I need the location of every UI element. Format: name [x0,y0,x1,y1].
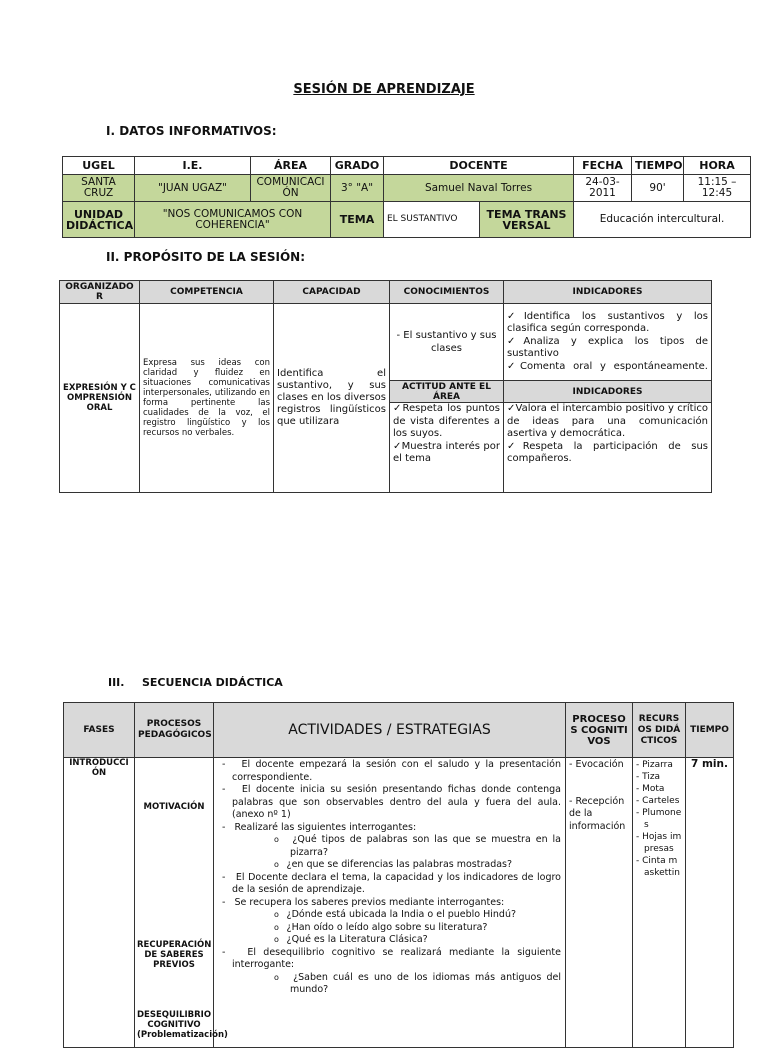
actitud-label: ACTITUD ANTE EL ÁREA [390,381,504,403]
capacidad-value: Identifica el sustantivo, y sus clases en los diversos registros lingüísticos que utilizara [274,304,390,493]
recurso-item: - Mota [636,784,665,794]
recurso-item: - Tiza [636,772,661,782]
actitudes-cell [390,403,504,493]
header-competencia: COMPETENCIA [140,281,274,304]
hora-value: 11:15 – 12:45 [684,175,751,202]
header-recursos: RECURSOS DIDÁCTICOS [633,703,686,758]
tema-value: EL SUSTANTIVO [384,202,480,238]
cognitivos-cell [566,758,633,1048]
indicadores-1-cell [504,304,712,381]
actividad-item: - El docente inicia su sesión presentando fichas donde contenga palabras que son observables dentro del aula y fuera del aula.(anexo nº 1) [222,784,561,820]
header-grado: GRADO [331,157,384,175]
header-docente: DOCENTE [384,157,574,175]
ie-value: "JUAN UGAZ" [135,175,251,202]
fase-introduccion: INTRODUCCIÓN [64,758,135,1048]
header-actividades: ACTIVIDADES / ESTRATEGIAS [214,703,566,758]
header-procesos: PROCESOS PEDAGÓGICOS [135,703,214,758]
actividad-item: - El desequilibrio cognitivo se realizará mediante la siguiente interrogante: [222,946,561,970]
indicador-actitud-1: ✓ Valora el intercambio positivo y crítico de ideas para una comunicación asertiva y democrática. [507,403,708,441]
conocimientos-value: - El sustantivo y sus clases [396,330,497,354]
proceso-motivacion: MOTIVACIÓN [143,802,205,812]
actividad-item: - Se recupera los saberes previos mediante interrogantes: [222,896,505,908]
header-area: ÁREA [251,157,331,175]
actividad-item: - Realizaré las siguientes interrogantes: [222,821,417,833]
proposito-table [59,280,712,493]
actividad-pregunta: o ¿Qué tipos de palabras son las que se muestra en la pizarra? [218,834,561,859]
actitud-1: ✓ Respeta los puntos de vista diferentes a los suyos. [393,403,500,441]
actividad-pregunta: o ¿Saben cuál es uno de los idiomas más antiguos del mundo? [218,972,561,997]
section-secuencia-number: III. [108,676,125,689]
tema-transversal-label: TEMA TRANSVERSAL [480,202,574,238]
tema-label: TEMA [331,202,384,238]
recurso-item: - Pizarra [636,760,673,770]
procesos-cell [135,758,228,1048]
header-tiempo: TIEMPO [686,703,734,758]
organizador-value: EXPRESIÓN Y COMPRENSIÓN ORAL [60,304,140,493]
header-tiempo: TIEMPO [632,157,684,175]
header-fecha: FECHA [574,157,632,175]
actividad-item: - El Docente declara el tema, la capacidad y los indicadores de logro de la sesión de aprendizaje. [222,871,561,895]
actividad-pregunta: o ¿Dónde está ubicada la India o el pueblo Hindú? [218,909,561,922]
cognitivo-recepcion: - Recepción de la información [569,795,626,832]
actividades-cell [214,758,566,1048]
actividad-item: - El docente empezará la sesión con el saludo y la presentación correspondiente. [222,759,561,783]
section-proposito-title: II. PROPÓSITO DE LA SESIÓN: [106,250,306,264]
header-fases: FASES [64,703,135,758]
recurso-item: - Hojas impresas [636,832,682,854]
header-conocimientos: CONOCIMIENTOS [390,281,504,304]
ugel-value: SANTA CRUZ [63,175,135,202]
header-capacidad: CAPACIDAD [274,281,390,304]
unidad-value: "NOS COMUNICAMOS CON COHERENCIA" [135,202,331,238]
proceso-recuperacion: RECUPERACIÓN DE SABERES PREVIOS [137,940,212,970]
proceso-desequilibrio-label: DESEQUILIBRIO COGNITIVO [137,1010,212,1030]
area-value: COMUNICACIÓN [251,175,331,202]
tiempo-value: 7 min. [686,758,734,1048]
page-title: SESIÓN DE APRENDIZAJE [293,82,475,97]
conocimientos-text: El sustantivo y sus clases [403,330,497,354]
proceso-problematizacion: (Problematización) [137,1030,228,1040]
actividad-pregunta: o ¿Qué es la Literatura Clásica? [218,934,561,947]
fecha-value: 24-03-2011 [574,175,632,202]
header-ie: I.E. [135,157,251,175]
section-secuencia-title: SECUENCIA DIDÁCTICA [142,676,283,689]
header-hora: HORA [684,157,751,175]
docente-value: Samuel Naval Torres [384,175,574,202]
indicadores-2-cell [504,403,712,493]
header-organizador: ORGANIZADOR [60,281,140,304]
tiempo-value: 90' [632,175,684,202]
header-cognitivos: PROCESOS COGNITIVOS [566,703,633,758]
indicador-1: ✓ Identifica los sustantivos y los clasifica según corresponda. [507,311,708,336]
indicador-3: ✓ Comenta oral y espontáneamente. [507,361,708,374]
indicador-2: ✓ Analiza y explica los tipos de sustantivo [507,336,708,361]
indicadores-2-label: INDICADORES [504,381,712,403]
recurso-item: - Cinta maskettin [636,856,680,878]
unidad-label: UNIDAD DIDÁCTICA [63,202,135,238]
actividad-pregunta: o ¿en que se diferencias las palabras mostradas? [218,859,561,872]
secuencia-table [63,702,734,1048]
section-datos-title: I. DATOS INFORMATIVOS: [106,124,277,138]
recursos-cell [633,758,686,1048]
recurso-item: - Plumones [636,808,682,830]
actitud-2: ✓ Muestra interés por el tema [393,441,500,466]
actividad-pregunta: o ¿Han oído o leído algo sobre su literatura? [218,922,561,935]
conocimientos-cell [390,304,504,381]
datos-table [62,156,751,238]
indicador-actitud-2: ✓ Respeta la participación de sus compañeros. [507,441,708,466]
grado-value: 3° "A" [331,175,384,202]
competencia-value: Expresa sus ideas con claridad y fluidez en situaciones comunicativas interpersonales, utilizando en forma pertinente las cualidades de la voz, el registro lingüístico y los recursos no verbales. [140,304,274,493]
cognitivo-evocacion: - Evocación [569,759,624,770]
tema-transversal-value: Educación intercultural. [574,202,751,238]
header-indicadores: INDICADORES [504,281,712,304]
recurso-item: - Carteles [636,796,680,806]
proceso-desequilibrio [137,1010,228,1040]
header-ugel: UGEL [63,157,135,175]
